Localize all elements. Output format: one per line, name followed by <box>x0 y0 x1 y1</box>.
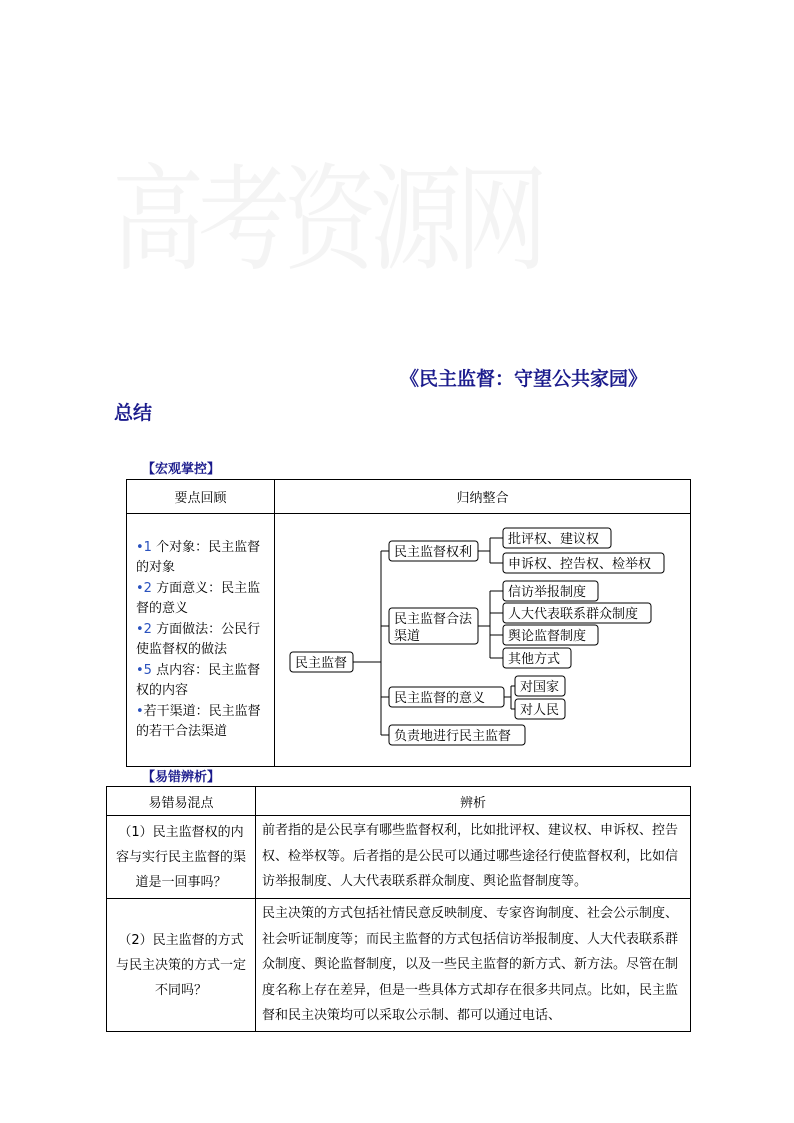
key-point-item: •2 方面做法：公民行使监督权的做法 <box>136 621 261 657</box>
leaf-label: 对国家 <box>520 680 560 695</box>
answer-cell: 前者指的是公民享有哪些监督权利，比如批评权、建议权、申诉权、控告权、检举权等。后者指的是公民可以通过哪些途径行使监督权利，比如信访举报制度、人大代表联系群众制度、舆论监督制度等。 <box>256 816 691 899</box>
concept-map <box>275 514 691 762</box>
leaf-label: 对人民 <box>520 703 560 718</box>
header-summary: 归纳整合 <box>275 480 691 514</box>
branch-label: 负责地进行民主监督 <box>394 729 512 744</box>
root-label: 民主监督 <box>295 656 348 671</box>
error-analysis-table <box>106 786 691 1032</box>
key-points-list <box>127 514 275 767</box>
branch-label: 渠道 <box>394 629 421 644</box>
leaf-label: 人大代表联系群众制度 <box>508 607 639 622</box>
branch-label: 民主监督的意义 <box>394 691 486 706</box>
key-point-item: •2 方面意义：民主监督的意义 <box>136 580 261 616</box>
leaf-label: 批评权、建议权 <box>508 532 600 547</box>
leaf-label: 舆论监督制度 <box>508 629 587 644</box>
leaf-label: 信访举报制度 <box>508 585 587 600</box>
question-cell: （2）民主监督的方式与民主决策的方式一定不同吗？ <box>107 899 256 1032</box>
answer-cell: 民主决策的方式包括社情民意反映制度、专家咨询制度、社会公示制度、社会听证制度等；而民主监督的方式包括信访举报制度、人大代表联系群众制度、舆论监督制度，以及一些民主监督的新方式、新方法。尽管在制度名称上存在差异，但是一些具体方式却存在很多共同点。比如，民主监督和民主决策均可以采取公示制、都可以通过电话、 <box>256 899 691 1032</box>
section-label-errors: 【易错辨析】 <box>142 770 221 785</box>
document-title: 《民主监督：守望公共家园》 <box>400 368 648 390</box>
key-point-item: •5 点内容：民主监督权的内容 <box>136 662 261 698</box>
section-label-macro: 【宏观掌控】 <box>142 462 221 477</box>
key-point-item: •若干渠道：民主监督的若干合法渠道 <box>136 703 261 739</box>
header-confusion-points: 易错易混点 <box>107 787 256 816</box>
table-row <box>107 816 691 899</box>
concept-diagram-cell <box>275 514 691 767</box>
leaf-label: 申诉权、控告权、检举权 <box>508 557 652 572</box>
watermark: 高考资源网 <box>112 153 543 287</box>
key-point-item: •1 个对象：民主监督的对象 <box>136 539 261 575</box>
branch-label: 民主监督合法 <box>394 612 473 627</box>
summary-heading: 总结 <box>114 402 153 424</box>
question-cell: （1）民主监督权的内容与实行民主监督的渠道是一回事吗？ <box>107 816 256 899</box>
header-key-points: 要点回顾 <box>127 480 275 514</box>
branch-label: 民主监督权利 <box>394 545 473 560</box>
leaf-label: 其他方式 <box>508 652 561 667</box>
header-analysis: 辨析 <box>256 787 691 816</box>
macro-overview-table <box>126 479 691 767</box>
table-row <box>107 899 691 1032</box>
